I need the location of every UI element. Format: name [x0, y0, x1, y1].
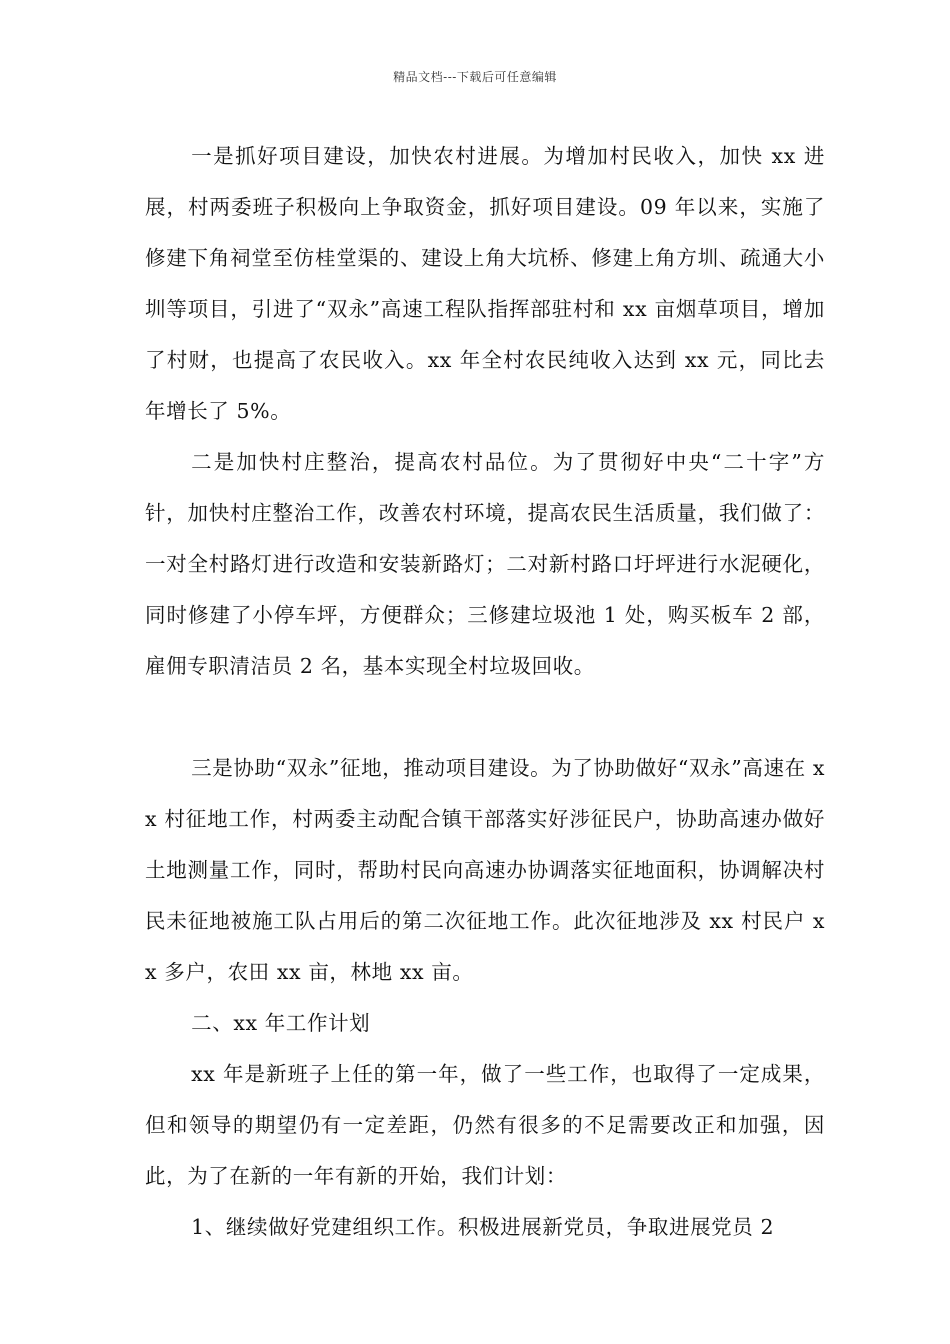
- paragraph-plan-item-1: 1、继续做好党建组织工作。积极进展新党员，争取进展党员 2: [191, 1215, 775, 1239]
- paragraph-village-improvement: 二是加快村庄整治，提高农村品位。为了贯彻好中央“二十字”方针，加快村庄整治工作，改善农村环境，提高农民生活质量，我们做了：一对全村路灯进行改造和安装新路灯；二对新村路口圩坪进行水泥硬化，同时修建了小停车坪，方便群众；三修建垃圾池 1 处，购买板车 2 部，雇佣专职清洁员 2 名，基本实现全村垃圾回收。: [145, 450, 825, 678]
- paragraph-project-construction: 一是抓好项目建设，加快农村进展。为增加村民收入，加快 xx 进展，村两委班子积极向上争取资金，抓好项目建设。09 年以来，实施了修建下角祠堂至仿桂堂渠的、建设上角大坑桥、修建上角方圳、疏通大小圳等项目，引进了“双永”高速工程队指挥部驻村和 xx 亩烟草项目，增加了村财，也提高了农民收入。xx 年全村农民纯收入达到 xx 元，同比去年增长了 5%。: [145, 144, 825, 423]
- page-header: 精品文档---下载后可任意编辑: [393, 70, 557, 84]
- section-heading-work-plan: 二、xx 年工作计划: [191, 1011, 371, 1035]
- paragraph-plan-intro: xx 年是新班子上任的第一年，做了一些工作，也取得了一定成果，但和领导的期望仍有一定差距，仍然有很多的不足需要改正和加强，因此，为了在新的一年有新的开始，我们计划：: [145, 1062, 825, 1188]
- paragraph-land-acquisition: 三是协助“双永”征地，推动项目建设。为了协助做好“双永”高速在 xx 村征地工作，村两委主动配合镇干部落实好涉征民户，协助高速办做好土地测量工作，同时，帮助村民向高速办协调落实征地面积，协调解决村民未征地被施工队占用后的第二次征地工作。此次征地涉及 xx 村民户 xx 多户，农田 xx 亩，林地 xx 亩。: [145, 756, 825, 984]
- document-body: [145, 131, 825, 1253]
